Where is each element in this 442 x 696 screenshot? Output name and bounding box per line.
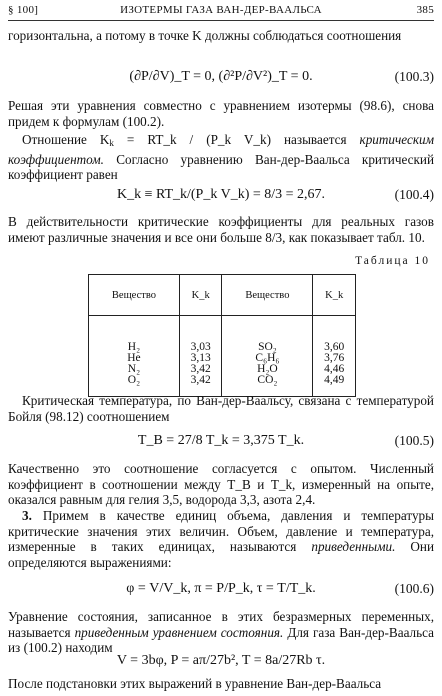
paragraph-4: В действительности критические коэффициенты для реальных газов имеют различные значения и все они больше 8/3, как показывает табл. 10. <box>8 214 434 245</box>
right-value-cell <box>313 316 356 397</box>
table-cell: N₂ <box>127 363 141 375</box>
text-run: Они определяются выражениями: <box>8 539 435 570</box>
paragraph-3: Отношение $K_k$ = RT_k / (P_k V_k) называется критическим коэффициентом. Согласно уравнению Ван-дер-Ваальса критический коэффициент равен <box>8 132 435 183</box>
text-run: Уравнение состояния, записанное в этих безразмерных переменных, называется <box>8 609 434 640</box>
table-cell: 3,03 <box>190 341 211 353</box>
header-rule <box>8 20 434 21</box>
table-cell: 3,42 <box>190 374 211 386</box>
left-substance-cell <box>89 316 180 397</box>
table-cell: 3,13 <box>190 352 211 364</box>
equation-formula: φ = V/V_k, π = P/P_k, τ = T/T_k. <box>126 581 316 596</box>
table-cell: 3,42 <box>190 363 211 375</box>
equation-100-6 <box>8 572 434 606</box>
equation-number: (100.3) <box>394 69 434 84</box>
equation-100-5 <box>8 424 434 458</box>
column-header: Вещество <box>222 275 313 316</box>
running-header <box>8 4 434 20</box>
term-critical-coefficient: критическим коэффициентом. <box>8 132 435 167</box>
inline-formula: = RT_k / (P_k V_k) <box>126 132 271 147</box>
text-run: Согласно уравнению Ван-дер-Ваальса критический коэффициент равен <box>8 151 435 183</box>
equation-formula: V = 3bφ, P = aπ/27b², T = 8a/27Rb τ. <box>116 653 326 668</box>
item-number: 3. <box>22 508 32 523</box>
equation-formula: T_B = 27/8 T_k = 3,375 T_k. <box>137 433 305 448</box>
table-cell: SO₂ <box>258 341 277 353</box>
equation-100-4 <box>8 178 434 212</box>
table-cell: H₂O <box>257 363 278 375</box>
table-cell: He <box>127 352 141 364</box>
section-label: § 100] <box>8 4 39 16</box>
equation-number: (100.5) <box>394 433 434 448</box>
text-run: Примем в качестве единиц объема, давления и температуры критические значения этих величин. Объем, давление и температура, измеренные в таких единицах, называются <box>8 508 434 555</box>
equation-100-3 <box>8 60 434 94</box>
column-header: K_k <box>179 275 222 316</box>
paragraph-7 <box>8 508 434 570</box>
paragraph-2: Решая эти уравнения совместно с уравнением изотермы (98.6), снова придем к формулам (100.2). <box>8 98 434 129</box>
equation-formula: K_k ≡ RT_k/(P_k V_k) = 8/3 = 2,67. <box>116 187 326 202</box>
equation-number: (100.4) <box>394 187 434 202</box>
table-caption: Таблица 10 <box>355 255 430 267</box>
table-cell: C₆H₆ <box>255 352 280 364</box>
paragraph-1: горизонтальна, а потому в точке K должны соблюдаться соотношения <box>8 28 402 43</box>
table-cell: 4,46 <box>324 363 345 375</box>
right-substance-cell <box>222 316 313 397</box>
text-run: называется <box>283 132 347 147</box>
table-body-row <box>89 316 356 397</box>
text-run: Отношение K <box>22 132 110 147</box>
column-header: K_k <box>313 275 356 316</box>
text-run: Для газа Ван-дер-Ваальса из (100.2) находим <box>8 624 434 656</box>
table-cell: CO₂ <box>257 374 278 386</box>
table-cell: 3,60 <box>324 341 345 353</box>
table-cell: 4,49 <box>324 374 345 386</box>
paragraph-6: Качественно это соотношение согласуется с опытом. Численный коэффициент в соотношении между T_B и T_k, измеренный на опыте, оказался равным для гелия 3,5, водорода 3,3, азота 2,4. <box>8 461 434 508</box>
equation-number: (100.6) <box>394 581 434 596</box>
table-cell: O₂ <box>127 374 141 386</box>
table-cell: 3,76 <box>324 352 345 364</box>
running-title: ИЗОТЕРМЫ ГАЗА ВАН-ДЕР-ВААЛЬСА <box>120 4 322 16</box>
term-reduced: приведенными. <box>311 539 396 555</box>
column-header: Вещество <box>89 275 180 316</box>
paragraph-9: После подстановки этих выражений в уравнение Ван-дер-Ваальса <box>8 676 382 691</box>
equation-formula: (∂P/∂V)_T = 0, (∂²P/∂V²)_T = 0. <box>129 69 313 84</box>
paragraph-5: Критическая температура, по Ван-дер-Ваальсу, связана с температурой Бойля (98.12) соотношением <box>8 393 434 424</box>
table-cell: H₂ <box>127 341 141 353</box>
page-number: 385 <box>416 4 434 16</box>
table-header-row <box>89 275 356 316</box>
term-reduced-equation: приведенным уравнением состояния. <box>74 624 284 640</box>
equation-reduced-variables <box>8 644 434 678</box>
left-value-cell <box>179 316 222 397</box>
data-table <box>88 274 356 397</box>
